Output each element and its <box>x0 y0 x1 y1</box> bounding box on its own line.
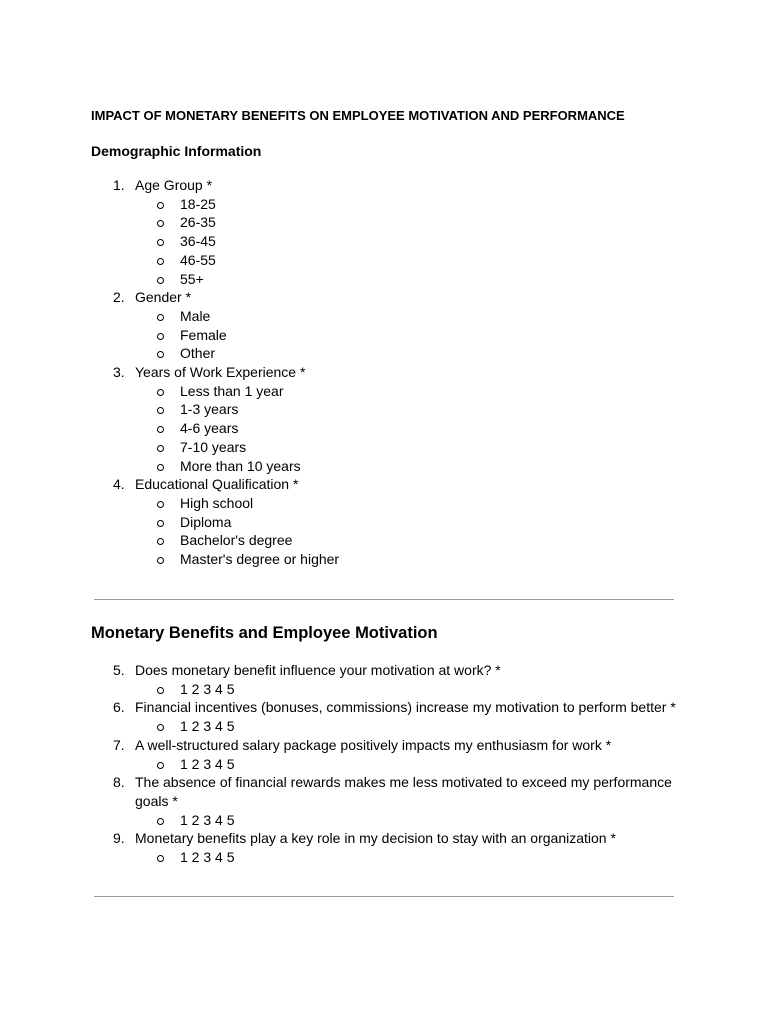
option-item <box>135 457 678 476</box>
hollow-circle-bullet-icon <box>157 407 164 414</box>
option-label: Less than 1 year <box>180 382 284 399</box>
option-item <box>135 344 678 363</box>
hollow-circle-bullet-icon <box>157 202 164 209</box>
option-item <box>135 513 678 532</box>
question-item <box>0 288 768 363</box>
option-label: Diploma <box>180 513 232 530</box>
question-number: 3. <box>113 364 125 381</box>
option-list <box>135 717 678 736</box>
option-label: 18-25 <box>180 195 216 212</box>
page-title: IMPACT OF MONETARY BENEFITS ON EMPLOYEE MOTIVATION AND PERFORMANCE <box>91 108 625 123</box>
option-item <box>135 811 678 830</box>
hollow-circle-bullet-icon <box>157 724 164 731</box>
option-item <box>135 400 678 419</box>
hollow-circle-bullet-icon <box>157 464 164 471</box>
hollow-circle-bullet-icon <box>157 501 164 508</box>
option-label: 7-10 years <box>180 438 247 455</box>
option-item <box>135 326 678 345</box>
hollow-circle-bullet-icon <box>157 520 164 527</box>
demographic-question-list <box>0 176 768 569</box>
hollow-circle-bullet-icon <box>157 389 164 396</box>
option-list <box>135 195 678 289</box>
option-item <box>135 382 678 401</box>
option-item <box>135 213 678 232</box>
option-label: 46-55 <box>180 251 216 268</box>
option-label: 1 2 3 4 5 <box>180 755 235 772</box>
option-list <box>135 848 678 867</box>
question-text: Years of Work Experience * <box>135 364 306 381</box>
question-text: Gender * <box>135 289 192 306</box>
question-number: 6. <box>113 699 125 716</box>
hollow-circle-bullet-icon <box>157 258 164 265</box>
hollow-circle-bullet-icon <box>157 277 164 284</box>
option-list <box>135 811 678 830</box>
question-text: Educational Qualification * <box>135 476 299 493</box>
option-item <box>135 438 678 457</box>
section-divider <box>94 896 674 897</box>
option-label: High school <box>180 494 254 511</box>
option-item <box>135 680 678 699</box>
option-label: Male <box>180 307 211 324</box>
option-item <box>135 195 678 214</box>
option-list <box>135 494 678 569</box>
option-label: 1 2 3 4 5 <box>180 849 235 866</box>
hollow-circle-bullet-icon <box>157 351 164 358</box>
question-item <box>0 475 768 569</box>
option-list <box>135 382 678 476</box>
option-item <box>135 848 678 867</box>
question-number: 9. <box>113 830 125 847</box>
question-number: 7. <box>113 736 125 753</box>
option-label: 1 2 3 4 5 <box>180 718 235 735</box>
option-item <box>135 251 678 270</box>
question-text: Does monetary benefit influence your motivation at work? * <box>135 662 501 678</box>
option-item <box>135 494 678 513</box>
option-label: 1-3 years <box>180 401 239 418</box>
question-number: 4. <box>113 476 125 493</box>
option-label: 1 2 3 4 5 <box>180 811 235 828</box>
option-label: 1 2 3 4 5 <box>180 680 235 697</box>
question-item <box>0 773 768 829</box>
hollow-circle-bullet-icon <box>157 239 164 246</box>
hollow-circle-bullet-icon <box>157 538 164 545</box>
hollow-circle-bullet-icon <box>157 818 164 825</box>
hollow-circle-bullet-icon <box>157 220 164 227</box>
option-label: Female <box>180 326 227 343</box>
option-label: Other <box>180 345 216 362</box>
demographic-heading: Demographic Information <box>91 143 262 159</box>
option-item <box>135 270 678 289</box>
question-text: Age Group * <box>135 177 213 193</box>
option-label: Master's degree or higher <box>180 551 340 568</box>
question-item <box>0 176 768 288</box>
hollow-circle-bullet-icon <box>157 314 164 321</box>
hollow-circle-bullet-icon <box>157 333 164 340</box>
option-list <box>135 680 678 699</box>
hollow-circle-bullet-icon <box>157 687 164 694</box>
option-item <box>135 717 678 736</box>
question-number: 8. <box>113 774 125 791</box>
hollow-circle-bullet-icon <box>157 445 164 452</box>
option-label: Bachelor's degree <box>180 532 293 549</box>
hollow-circle-bullet-icon <box>157 557 164 564</box>
question-number: 1. <box>113 177 125 193</box>
option-label: 4-6 years <box>180 420 239 437</box>
question-item <box>0 736 768 773</box>
option-item <box>135 232 678 251</box>
option-item <box>135 307 678 326</box>
option-label: 26-35 <box>180 214 216 231</box>
question-number: 5. <box>113 662 125 678</box>
question-item <box>0 363 768 475</box>
option-list <box>135 755 678 774</box>
motivation-question-list <box>0 661 768 867</box>
motivation-heading: Monetary Benefits and Employee Motivation <box>91 624 438 642</box>
hollow-circle-bullet-icon <box>157 426 164 433</box>
question-item <box>0 698 768 735</box>
option-label: More than 10 years <box>180 457 301 474</box>
question-text: Monetary benefits play a key role in my decision to stay with an organization * <box>135 830 616 847</box>
section-divider <box>94 599 674 600</box>
option-list <box>135 307 678 363</box>
option-label: 55+ <box>180 270 204 287</box>
option-item <box>135 419 678 438</box>
question-text: Financial incentives (bonuses, commissions) increase my motivation to perform better * <box>135 699 676 716</box>
question-text: The absence of financial rewards makes me less motivated to exceed my performance goals * <box>135 774 672 809</box>
option-item <box>135 550 678 569</box>
option-item <box>135 755 678 774</box>
option-item <box>135 531 678 550</box>
hollow-circle-bullet-icon <box>157 762 164 769</box>
question-text: A well-structured salary package positively impacts my enthusiasm for work * <box>135 736 612 753</box>
hollow-circle-bullet-icon <box>157 855 164 862</box>
option-label: 36-45 <box>180 233 216 250</box>
question-item <box>0 661 768 698</box>
question-number: 2. <box>113 289 125 306</box>
question-item <box>0 829 768 866</box>
